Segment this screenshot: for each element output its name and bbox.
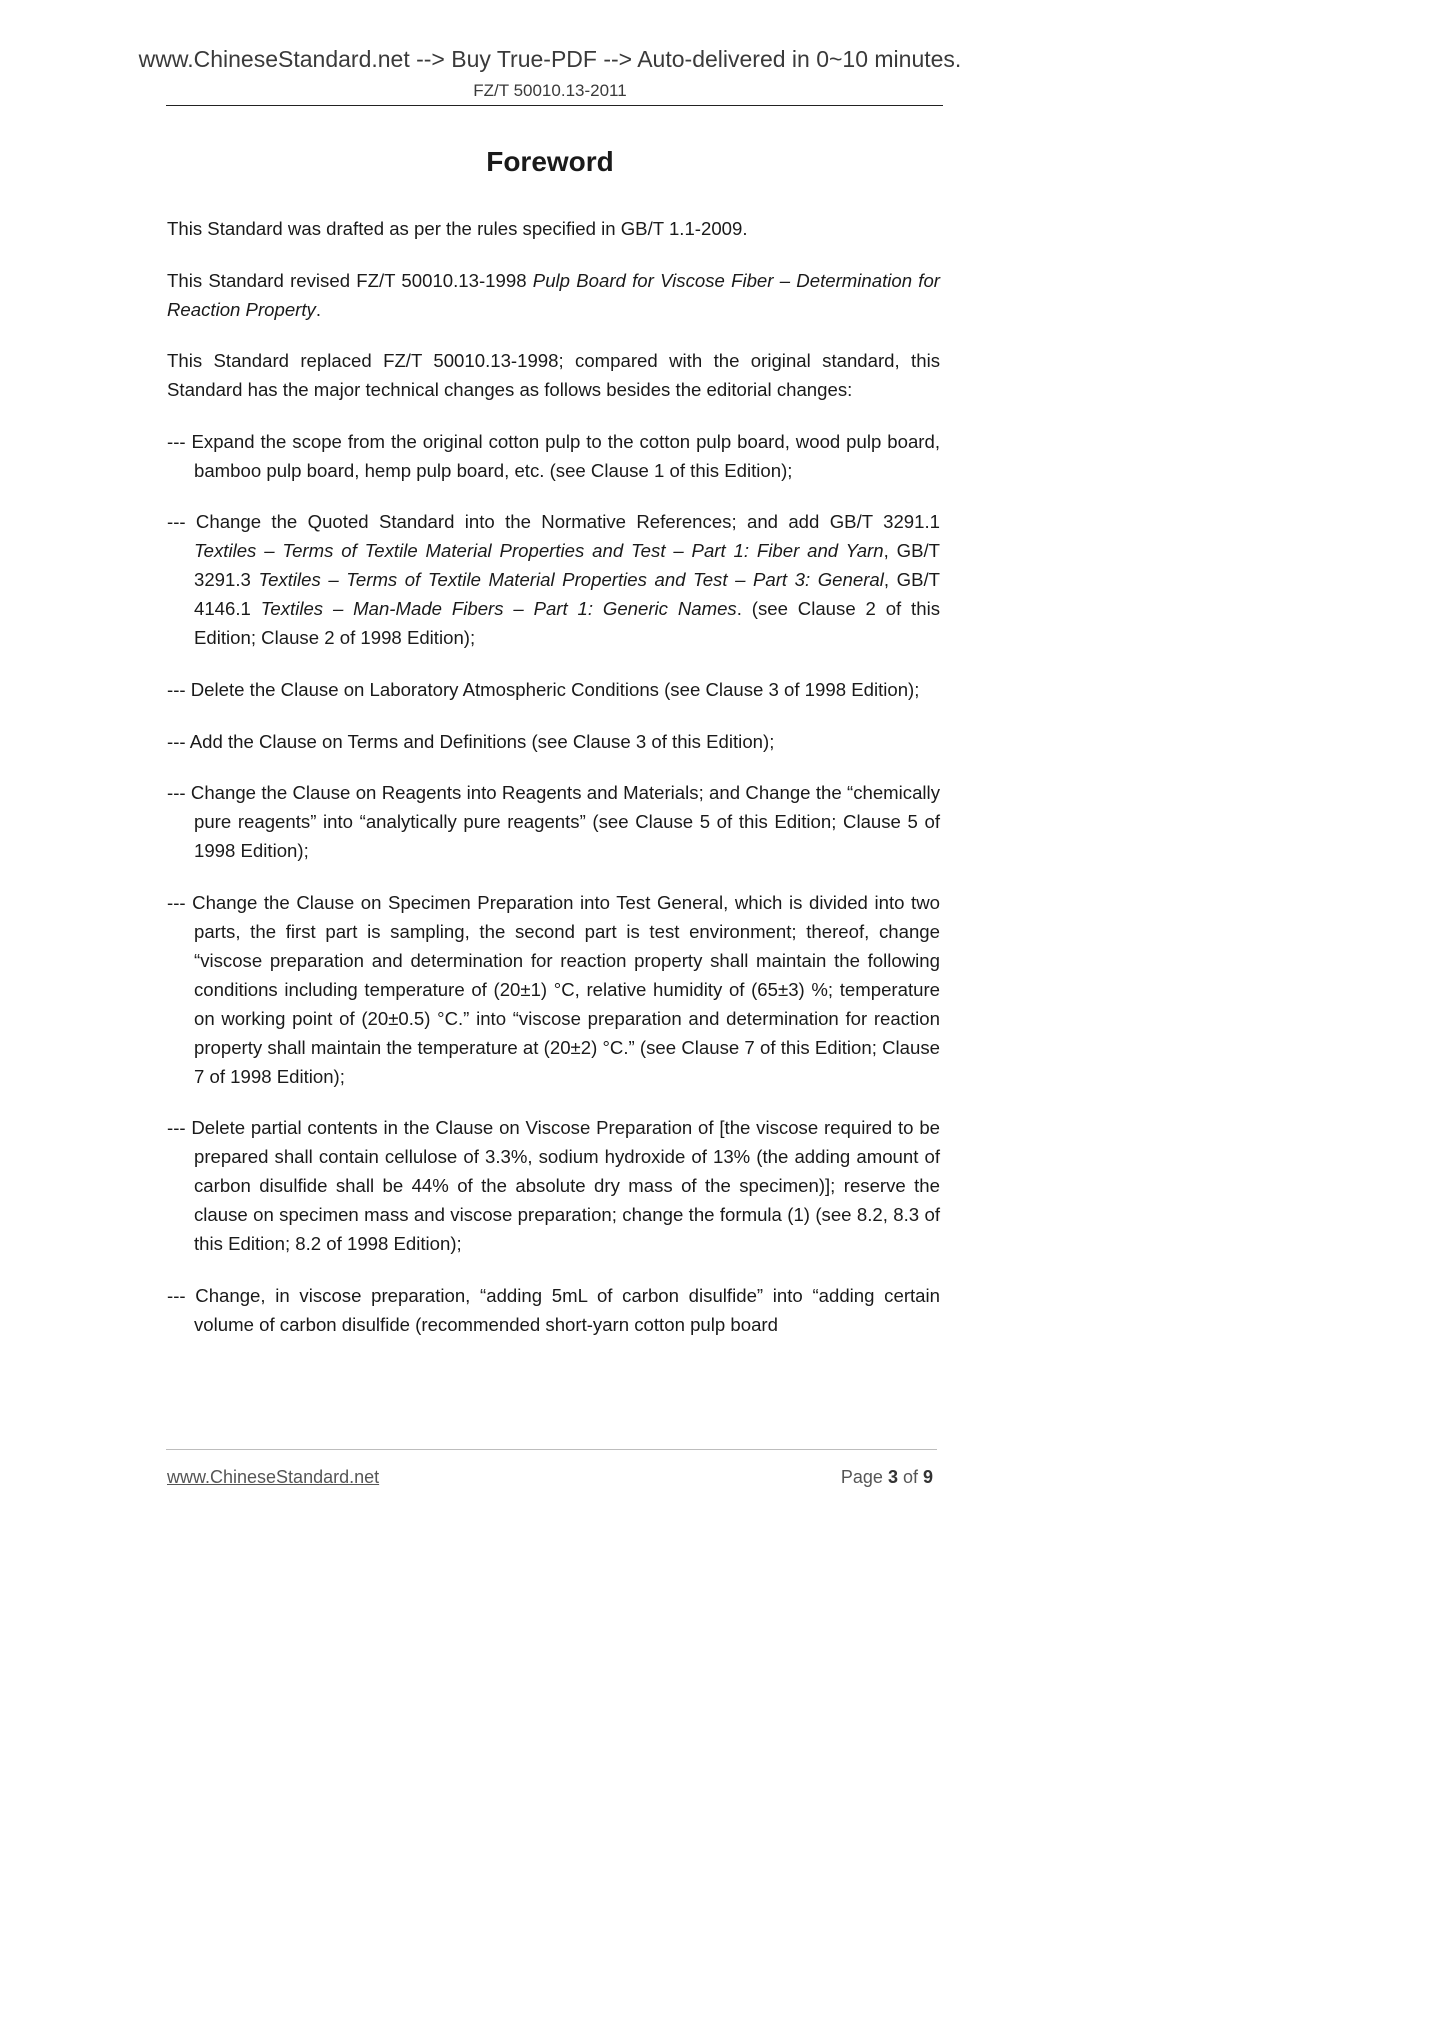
page-title: Foreword	[486, 146, 614, 177]
page-separator: of	[897, 1467, 923, 1487]
page-prefix: Page	[840, 1467, 888, 1487]
paragraph: This Standard revised FZ/T 50010.13-1998 Pulp Board for Viscose Fiber – Determination for Reaction Property.	[167, 269, 940, 320]
paragraph: This Standard replaced FZ/T 50010.13-1998; compared with the original standard, this Standard has the major technical changes as follows besides the editorial changes:	[167, 350, 940, 401]
page-total: 9	[922, 1467, 933, 1487]
header-banner: www.ChineseStandard.net --> Buy True-PDF --> Auto-delivered in 0~10 minutes.	[138, 46, 962, 72]
list-item: --- Change the Quoted Standard into the Normative References; and add GB/T 3291.1 Textiles – Terms of Textile Material Properties and Test – Part 1: Fiber and Yarn, GB/T 3291.3 Textiles – Terms of Textile Material Properties and Test – Part 3: General, GB/T 4146.1 Textiles – Man-Made Fibers – Part 1: Generic Names. (see Clause 2 of this Edition; Clause 2 of 1998 Edition);	[167, 511, 940, 649]
document-body	[167, 214, 940, 1339]
list-item: --- Expand the scope from the original cotton pulp to the cotton pulp board, wood pulp board, bamboo pulp board, hemp pulp board, etc. (see Clause 1 of this Edition);	[167, 430, 940, 481]
list-item: --- Change the Clause on Reagents into Reagents and Materials; and Change the “chemically pure reagents” into “analytically pure reagents” (see Clause 5 of this Edition; Clause 5 of 1998 Edition);	[167, 782, 940, 862]
list-item: --- Delete the Clause on Laboratory Atmospheric Conditions (see Clause 3 of 1998 Edition);	[167, 678, 920, 700]
footer-site-link[interactable]: www.ChineseStandard.net	[167, 1467, 380, 1487]
document-code: FZ/T 50010.13-2011	[473, 81, 627, 100]
header-rule	[166, 105, 943, 106]
list-item: --- Add the Clause on Terms and Definitions (see Clause 3 of this Edition);	[167, 730, 775, 752]
footer-rule	[166, 1449, 937, 1450]
list-item: --- Delete partial contents in the Clause on Viscose Preparation of [the viscose required to be prepared shall contain cellulose of 3.3%, sodium hydroxide of 13% (the adding amount of carbon disulfide shall be 44% of the absolute dry mass of the specimen)]; reserve the clause on specimen mass and viscose preparation; change the formula (1) (see 8.2, 8.3 of this Edition; 8.2 of 1998 Edition);	[167, 1117, 940, 1255]
changes-list	[167, 427, 940, 1339]
page-indicator	[841, 1465, 933, 1489]
page-current: 3	[887, 1467, 898, 1487]
list-item: --- Change the Clause on Specimen Preparation into Test General, which is divided into two parts, the first part is sampling, the second part is test environment; thereof, change “viscose preparation and determination for reaction property shall maintain the following conditions including temperature of (20±1) °C, relative humidity of (65±3) %; temperature on working point of (20±0.5) °C.” into “viscose preparation and determination for reaction property shall maintain the temperature at (20±2) °C.” (see Clause 7 of this Edition; Clause 7 of 1998 Edition);	[167, 891, 940, 1087]
list-item: --- Change, in viscose preparation, “adding 5mL of carbon disulfide” into “adding certain volume of carbon disulfide (recommended short-yarn cotton pulp board	[167, 1284, 940, 1335]
paragraph: This Standard was drafted as per the rules specified in GB/T 1.1-2009.	[167, 218, 748, 239]
